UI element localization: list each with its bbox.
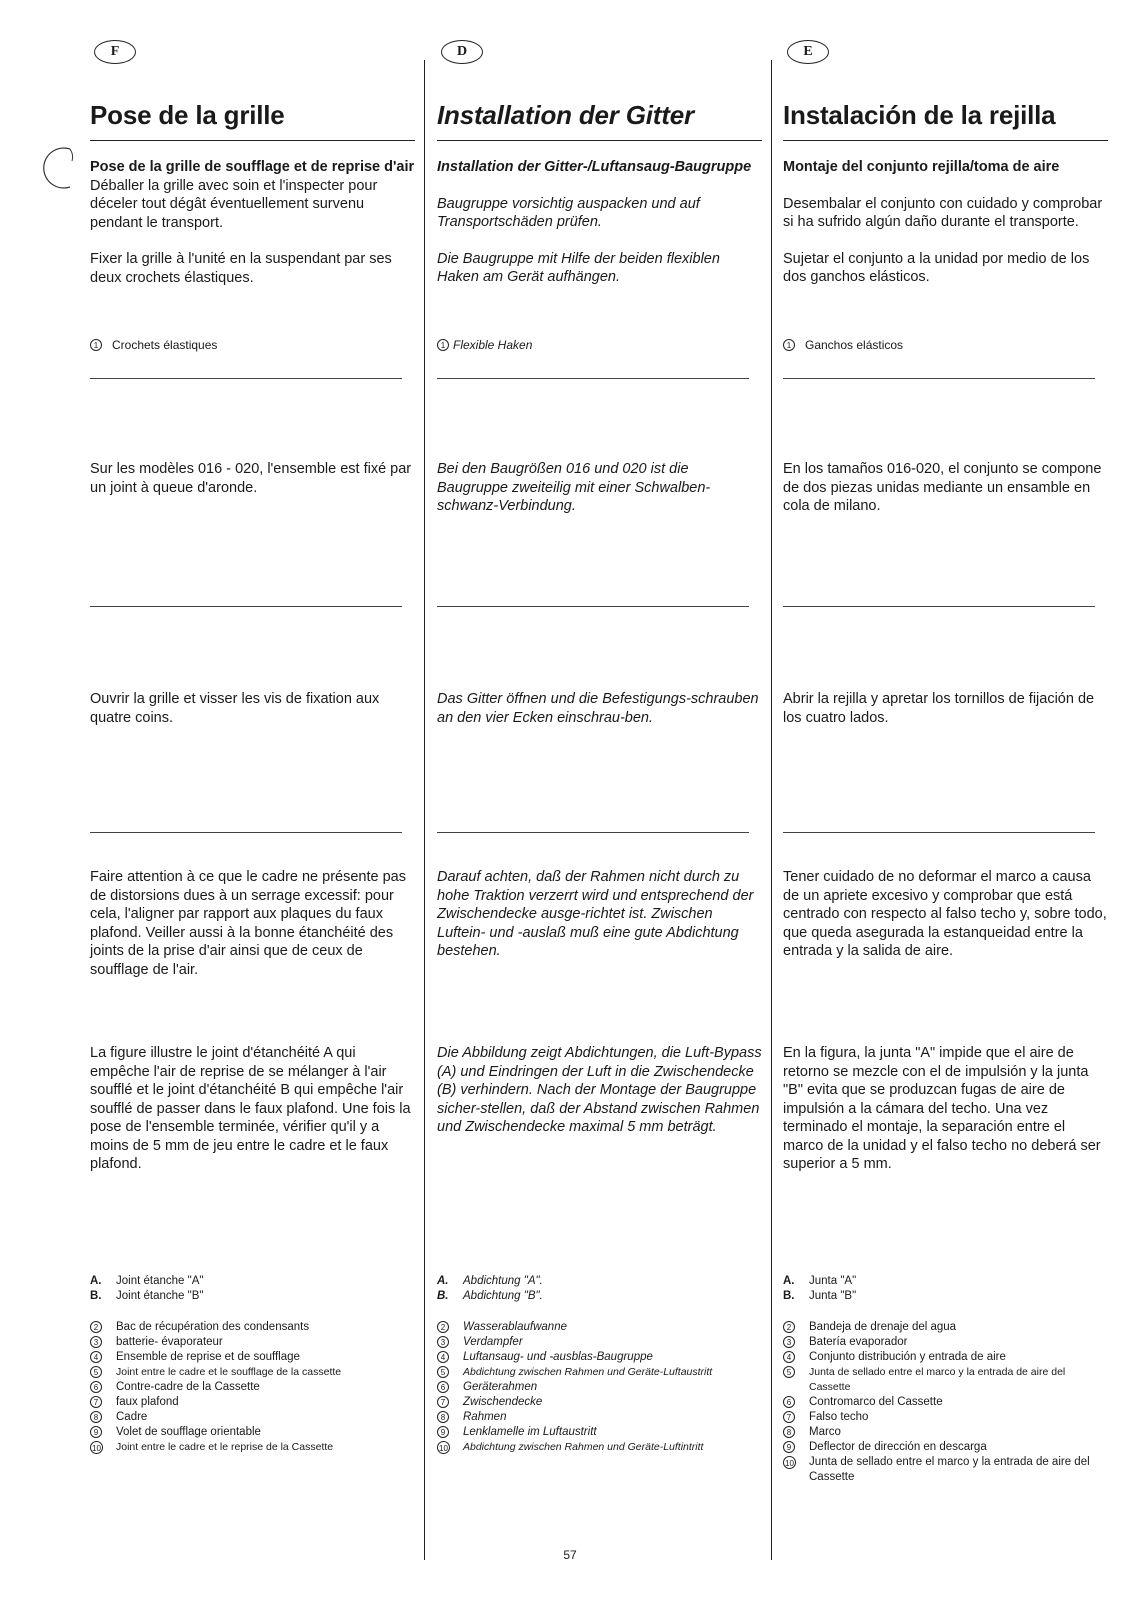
s4-f: Faire attention à ce que le cadre ne présente pas de distorsions dues à un serrage excessif: pour cela, l'aligner par rapport aux plaques du faux plafond. Veiller aussi à la bonne étanchéité des joints de la prise d'air ainsi que de ceux de soufflage de l'air. bbox=[90, 869, 406, 978]
title-rule-e bbox=[783, 140, 1108, 141]
section-5-e bbox=[783, 1044, 1108, 1174]
legend-number: 2 bbox=[437, 1321, 449, 1333]
s1-p1-f: Déballer la grille avec soin et l'inspecter pour déceler tout dégât éventuellement survenu pendant le transport. bbox=[90, 177, 378, 231]
separator-1-f bbox=[90, 378, 402, 379]
legend-row bbox=[437, 1365, 762, 1380]
callout-number-f: 1 bbox=[90, 339, 102, 351]
callout-d bbox=[437, 338, 762, 353]
legend-number: 5 bbox=[90, 1366, 102, 1378]
legend-row bbox=[437, 1289, 762, 1304]
legend-number: 9 bbox=[437, 1426, 449, 1438]
legend-value: Wasserablaufwanne bbox=[463, 1321, 567, 1333]
legend-row bbox=[90, 1380, 415, 1395]
legend-value: Volet de soufflage orientable bbox=[116, 1426, 261, 1438]
callout-f bbox=[90, 338, 415, 353]
legend-row bbox=[437, 1274, 762, 1289]
s3-f: Ouvrir la grille et visser les vis de fixation aux quatre coins. bbox=[90, 691, 380, 726]
section-5-d bbox=[437, 1044, 762, 1137]
language-badge-d: D bbox=[441, 40, 483, 64]
s1-p2-d: Die Baugruppe mit Hilfe der beiden flexiblen Haken am Gerät aufhängen. bbox=[437, 250, 720, 285]
column-divider-2 bbox=[771, 60, 772, 1560]
legend-number: 8 bbox=[437, 1411, 449, 1423]
separator-3-e bbox=[783, 832, 1095, 833]
title-rule-f bbox=[90, 140, 415, 141]
legend-row bbox=[783, 1350, 1108, 1365]
section-2-e bbox=[783, 460, 1108, 516]
legend-number: 10 bbox=[437, 1441, 450, 1454]
legend-row bbox=[90, 1410, 415, 1425]
legend-value: Deflector de dirección en descarga bbox=[809, 1441, 987, 1453]
legend-row bbox=[783, 1274, 1108, 1289]
legend-value: Joint étanche "B" bbox=[116, 1290, 204, 1302]
legend-items-e bbox=[783, 1320, 1108, 1485]
legend-number: 10 bbox=[90, 1441, 103, 1454]
subhead-f: Pose de la grille de soufflage et de reprise d'air bbox=[90, 159, 415, 175]
legend-key: A. bbox=[437, 1275, 449, 1287]
legend-value: Cadre bbox=[116, 1411, 148, 1423]
legend-row bbox=[437, 1320, 762, 1335]
s5-e: En la figura, la junta "A" impide que el aire de retorno se mezcle con el de impulsión y la junta "B" evita que se produzcan fugas de aire de impulsión a la cámara del techo. Una vez terminado el montaje, la separación entre el marco de la unidad y el falso techo no deberá ser superior a 5 mm. bbox=[783, 1045, 1101, 1172]
language-badge-f: F bbox=[94, 40, 136, 64]
legend-number: 3 bbox=[90, 1336, 102, 1348]
legend-value: Marco bbox=[809, 1426, 841, 1438]
legend-number: 7 bbox=[437, 1396, 449, 1408]
legend-key: B. bbox=[437, 1290, 449, 1302]
legend-number: 3 bbox=[783, 1336, 795, 1348]
callout-number-e: 1 bbox=[783, 339, 795, 351]
legend-letters-d bbox=[437, 1274, 762, 1304]
separator-2-e bbox=[783, 606, 1095, 607]
section-3-e bbox=[783, 690, 1108, 727]
legend-value: Bandeja de drenaje del agua bbox=[809, 1321, 957, 1333]
legend-value: Geräterahmen bbox=[463, 1381, 538, 1393]
legend-value: Abdichtung "B". bbox=[463, 1290, 543, 1302]
s2-f: Sur les modèles 016 - 020, l'ensemble est fixé par un joint à queue d'aronde. bbox=[90, 461, 412, 496]
legend-row bbox=[783, 1455, 1108, 1485]
legend-row bbox=[437, 1440, 762, 1456]
legend-number: 2 bbox=[783, 1321, 795, 1333]
section-3-f bbox=[90, 690, 415, 727]
legend-number: 6 bbox=[437, 1381, 449, 1393]
legend-key: B. bbox=[783, 1290, 795, 1302]
separator-2-d bbox=[437, 606, 749, 607]
section-1-f bbox=[90, 158, 415, 287]
legend-number: 8 bbox=[783, 1426, 795, 1438]
legend-key: A. bbox=[90, 1275, 102, 1287]
legend-row bbox=[437, 1350, 762, 1365]
legend-row bbox=[783, 1289, 1108, 1304]
page-title-f: Pose de la grille bbox=[90, 100, 285, 130]
legend-value: Abdichtung zwischen Rahmen und Geräte-Luftaustritt bbox=[463, 1366, 713, 1378]
s5-d: Die Abbildung zeigt Abdichtungen, die Luft-Bypass (A) und Eindringen der Luft in die Zwischendecke (B) verhindern. Nach der Montage der Baugruppe sicher-stellen, daß der Abstand zwischen Rahmen und Zwischendecke maximal 5 mm beträgt. bbox=[437, 1045, 762, 1135]
legend-number: 5 bbox=[437, 1366, 449, 1378]
legend-items-d bbox=[437, 1320, 762, 1456]
legend-value: Zwischendecke bbox=[463, 1396, 543, 1408]
legend-row bbox=[437, 1425, 762, 1440]
legend-row bbox=[90, 1365, 415, 1380]
callout-text-d: Flexible Haken bbox=[453, 338, 533, 352]
legend-value: Joint entre le cadre et le reprise de la Cassette bbox=[116, 1441, 334, 1453]
section-4-d bbox=[437, 868, 762, 961]
separator-1-d bbox=[437, 378, 749, 379]
legend-number: 9 bbox=[783, 1441, 795, 1453]
subhead-e: Montaje del conjunto rejilla/toma de aire bbox=[783, 159, 1060, 175]
column-spanish bbox=[783, 30, 1108, 1570]
legend-row bbox=[437, 1380, 762, 1395]
legend-letters-e bbox=[783, 1274, 1108, 1304]
legend-key: A. bbox=[783, 1275, 795, 1287]
legend-value: Contre-cadre de la Cassette bbox=[116, 1381, 260, 1393]
legend-row bbox=[783, 1440, 1108, 1455]
legend-number: 5 bbox=[783, 1366, 795, 1378]
legend-row bbox=[90, 1440, 415, 1456]
legend-value: Batería evaporador bbox=[809, 1336, 908, 1348]
subhead-d: Installation der Gitter-/Luftansaug-Baugruppe bbox=[437, 159, 752, 175]
punch-hole-icon bbox=[40, 145, 86, 191]
legend-number: 7 bbox=[783, 1411, 795, 1423]
s1-p2-f: Fixer la grille à l'unité en la suspendant par ses deux crochets élastiques. bbox=[90, 251, 392, 286]
legend-value: Abdichtung zwischen Rahmen und Geräte-Luftintritt bbox=[463, 1441, 704, 1453]
legend-row bbox=[783, 1335, 1108, 1350]
page-number: 57 bbox=[563, 1548, 577, 1562]
legend-row bbox=[783, 1320, 1108, 1335]
s5-f: La figure illustre le joint d'étanchéité A qui empêche l'air de reprise de se mélanger à l'air soufflé et le joint d'étanchéité B qui empêche l'air soufflé de passer dans le faux plafond. Une fois la pose de l'ensemble terminée, vérifier qu'il y a moins de 5 mm de jeu entre le cadre et le faux plafond. bbox=[90, 1045, 411, 1172]
separator-3-d bbox=[437, 832, 749, 833]
legend-number: 6 bbox=[783, 1396, 795, 1408]
legend-value: Rahmen bbox=[463, 1411, 507, 1423]
legend-value: Bac de récupération des condensants bbox=[116, 1321, 310, 1333]
s1-p1-d: Baugruppe vorsichtig auspacken und auf Transportschäden prüfen. bbox=[437, 195, 700, 230]
legend-value: Junta "B" bbox=[809, 1290, 857, 1302]
legend-number: 4 bbox=[90, 1351, 102, 1363]
legend-value: Verdampfer bbox=[463, 1336, 523, 1348]
legend-value: Falso techo bbox=[809, 1411, 869, 1423]
language-badge-e: E bbox=[787, 40, 829, 64]
legend-number: 10 bbox=[783, 1456, 796, 1469]
legend-number: 6 bbox=[90, 1381, 102, 1393]
page-title-d: Installation der Gitter bbox=[437, 100, 694, 130]
section-1-e bbox=[783, 158, 1108, 287]
legend-value: Junta de sellado entre el marco y la entrada de aire del Cassette bbox=[809, 1366, 1066, 1393]
legend-number: 3 bbox=[437, 1336, 449, 1348]
s3-e: Abrir la rejilla y apretar los tornillos de fijación de los cuatro lados. bbox=[783, 691, 1095, 726]
legend-key: B. bbox=[90, 1290, 102, 1302]
legend-row bbox=[783, 1410, 1108, 1425]
legend-value: Lenklamelle im Luftaustritt bbox=[463, 1426, 597, 1438]
legend-row bbox=[783, 1425, 1108, 1440]
legend-value: batterie- évaporateur bbox=[116, 1336, 223, 1348]
column-french bbox=[90, 30, 415, 1570]
callout-number-d: 1 bbox=[437, 339, 449, 351]
section-4-e bbox=[783, 868, 1108, 961]
legend-number: 4 bbox=[437, 1351, 449, 1363]
s4-e: Tener cuidado de no deformar el marco a causa de un apriete excesivo y comprobar que está centrado con respecto al falso techo y, sobre todo, que queda asegurada la estanqueidad entre la entrada y la salida de aire. bbox=[783, 869, 1107, 959]
legend-value: Junta de sellado entre el marco y la entrada de aire del Cassette bbox=[809, 1456, 1090, 1483]
s4-d: Darauf achten, daß der Rahmen nicht durch zu hohe Traktion verzerrt wird und entsprechend der Zwischendecke ausge-richtet ist. Zwischen Luftein- und -auslaß muß eine gute Abdichtung bestehen. bbox=[437, 869, 754, 959]
page-title-e: Instalación de la rejilla bbox=[783, 100, 1056, 130]
legend-row bbox=[437, 1410, 762, 1425]
s2-e: En los tamaños 016-020, el conjunto se compone de dos piezas unidas mediante un ensamble en cola de milano. bbox=[783, 461, 1102, 514]
separator-1-e bbox=[783, 378, 1095, 379]
legend-value: Conjunto distribución y entrada de aire bbox=[809, 1351, 1006, 1363]
legend-number: 9 bbox=[90, 1426, 102, 1438]
legend-number: 7 bbox=[90, 1396, 102, 1408]
legend-row bbox=[90, 1425, 415, 1440]
s1-p2-e: Sujetar el conjunto a la unidad por medio de los dos ganchos elásticos. bbox=[783, 250, 1090, 285]
section-3-d bbox=[437, 690, 762, 727]
column-german bbox=[437, 30, 762, 1570]
legend-row bbox=[90, 1320, 415, 1335]
s3-d: Das Gitter öffnen und die Befestigungs-schrauben an den vier Ecken einschrau-ben. bbox=[437, 691, 759, 726]
callout-e bbox=[783, 338, 1108, 353]
legend-value: Joint entre le cadre et le soufflage de la cassette bbox=[116, 1366, 342, 1378]
callout-text-f: Crochets élastiques bbox=[112, 338, 218, 352]
section-2-d bbox=[437, 460, 762, 516]
section-5-f bbox=[90, 1044, 415, 1174]
legend-value: Joint étanche "A" bbox=[116, 1275, 204, 1287]
section-1-d bbox=[437, 158, 762, 287]
title-rule-d bbox=[437, 140, 762, 141]
column-divider-1 bbox=[424, 60, 425, 1560]
legend-number: 4 bbox=[783, 1351, 795, 1363]
legend-value: Ensemble de reprise et de soufflage bbox=[116, 1351, 300, 1363]
legend-row bbox=[783, 1395, 1108, 1410]
legend-number: 2 bbox=[90, 1321, 102, 1333]
legend-row bbox=[90, 1335, 415, 1350]
legend-value: Abdichtung "A". bbox=[463, 1275, 543, 1287]
legend-row bbox=[783, 1365, 1108, 1395]
legend-number: 8 bbox=[90, 1411, 102, 1423]
separator-3-f bbox=[90, 832, 402, 833]
legend-row bbox=[90, 1274, 415, 1289]
callout-text-e: Ganchos elásticos bbox=[805, 338, 904, 352]
s2-d: Bei den Baugrößen 016 und 020 ist die Baugruppe zweiteilig mit einer Schwalben-schwanz-Verbindung. bbox=[437, 461, 711, 514]
legend-row bbox=[437, 1335, 762, 1350]
legend-value: Junta "A" bbox=[809, 1275, 857, 1287]
legend-value: faux plafond bbox=[116, 1396, 179, 1408]
section-4-f bbox=[90, 868, 415, 979]
legend-letters-f bbox=[90, 1274, 415, 1304]
legend-value: Luftansaug- und -ausblas-Baugruppe bbox=[463, 1351, 653, 1363]
legend-row bbox=[90, 1289, 415, 1304]
section-2-f bbox=[90, 460, 415, 497]
legend-items-f bbox=[90, 1320, 415, 1456]
s1-p1-e: Desembalar el conjunto con cuidado y comprobar si ha sufrido algún daño durante el transporte. bbox=[783, 195, 1103, 230]
legend-row bbox=[437, 1395, 762, 1410]
legend-value: Contromarco del Cassette bbox=[809, 1396, 943, 1408]
legend-row bbox=[90, 1395, 415, 1410]
legend-row bbox=[90, 1350, 415, 1365]
separator-2-f bbox=[90, 606, 402, 607]
